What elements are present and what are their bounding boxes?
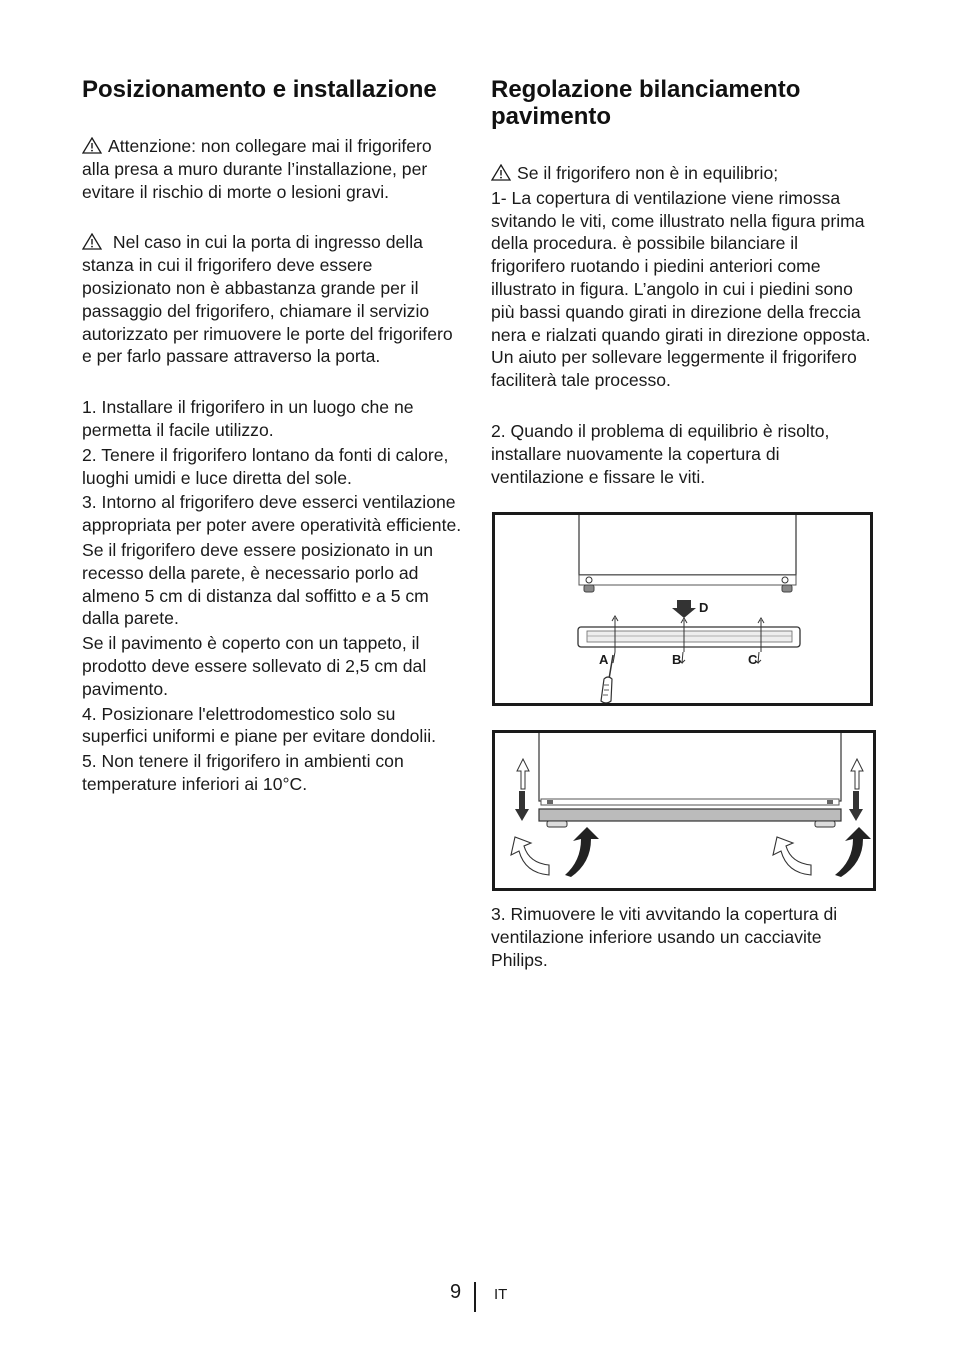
page-number: 9 bbox=[450, 1281, 462, 1303]
arrow-icon bbox=[773, 827, 871, 877]
step-3-text: 3. Rimuovere le viti avvitando la copertura di ventilazione inferiore usando un cacciavite Philips. bbox=[491, 904, 838, 970]
warning-triangle-icon bbox=[82, 137, 102, 154]
warning-text-1: Attenzione: non collegare mai il frigorifero alla presa a muro durante l’installazione, per evitare il rischio di morte o lesioni gravi. bbox=[82, 136, 432, 202]
step-1-text: 1- La copertura di ventilazione viene rimossa svitando le viti, come illustrato nella figura prima della procedura. è possibile bilanciare il frigorifero ruotando i piedini anteriori come illustrato in figura. L’angolo in cui i piedini sono più bassi quando girati in direzione della freccia nera e rialzati quando girati in direzione opposta. Un aiuto per sollevare leggermente il frigorifero faciliterà tale processo. bbox=[491, 187, 871, 391]
warning-text-3: Se il frigorifero non è in equilibrio; bbox=[517, 163, 779, 183]
step-2-text: 2. Quando il problema di equilibrio è risolto, installare nuovamente la copertura di ventilazione e fissare le viti. bbox=[491, 420, 830, 487]
figure-ventilation-cover-drawing bbox=[495, 515, 870, 703]
figure-ventilation-cover bbox=[492, 512, 873, 706]
arrow-icon bbox=[511, 827, 599, 877]
list-item: 2. Tenere il frigorifero lontano da fonti di calore, luoghi umidi e luce diretta del sole. bbox=[82, 444, 449, 488]
list-item: Se il pavimento è coperto con un tappeto, il prodotto deve essere sollevato di 2,5 cm dal pavimento. bbox=[82, 633, 427, 699]
figure-adjust-feet bbox=[492, 730, 876, 891]
arrow-icon bbox=[672, 600, 696, 618]
left-column bbox=[82, 76, 462, 796]
section-title-leveling: Regolazione bilanciamento pavimento bbox=[491, 76, 801, 130]
warning-paragraph-1 bbox=[82, 135, 462, 203]
warning-triangle-icon bbox=[491, 164, 511, 181]
list-item: 3. Intorno al frigorifero deve esserci ventilazione appropriata per poter avere operatività efficiente. bbox=[82, 492, 462, 536]
warning-paragraph-2 bbox=[82, 231, 462, 368]
list-item: 4. Posizionare l'elettrodomestico solo su superfici uniformi e piane per evitare dondolii. bbox=[82, 703, 437, 747]
warning-paragraph-3 bbox=[491, 162, 875, 185]
arrow-icon bbox=[515, 759, 529, 821]
figure-label-a: A bbox=[599, 652, 609, 667]
figure-label-d: D bbox=[699, 600, 709, 615]
arrow-icon bbox=[849, 759, 863, 821]
figure-label-b: B bbox=[672, 652, 682, 667]
list-item: 1. Installare il frigorifero in un luogo che ne permetta il facile utilizzo. bbox=[82, 397, 414, 440]
warning-text-2: Nel caso in cui la porta di ingresso della stanza in cui il frigorifero deve essere posizionato non è abbastanza grande per il passaggio del frigorifero, chiamare il servizio autorizzato per rimuovere le porte del frigorifero e per farlo passare attraverso la porta. bbox=[82, 232, 453, 367]
list-item: Se il frigorifero deve essere posizionato in un recesso della parete, è necessario porlo ad almeno 5 cm di distanza dal soffitto e a 5 cm dalla parete. bbox=[82, 539, 434, 629]
figure-adjust-feet-drawing bbox=[495, 733, 873, 888]
list-item: 5. Non tenere il frigorifero in ambienti con temperature inferiori ai 10°C. bbox=[82, 751, 404, 794]
figure-label-c: C bbox=[748, 652, 758, 667]
section-title-installation: Posizionamento e installazione bbox=[82, 76, 437, 103]
warning-triangle-icon bbox=[82, 233, 102, 250]
language-code: IT bbox=[494, 1286, 508, 1303]
footer-divider bbox=[474, 1282, 476, 1312]
right-column bbox=[491, 76, 875, 488]
